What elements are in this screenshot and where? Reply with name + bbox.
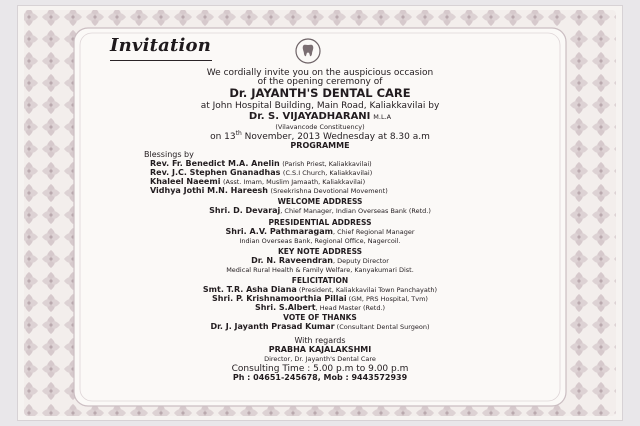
welcome-speaker: Shri. D. Devaraj, Chief Manager, Indian Overseas Bank (Retd.) bbox=[209, 206, 431, 215]
presidential-speaker: Shri. A.V. Pathmaragam, Chief Regional Manager bbox=[225, 227, 415, 236]
chief-guest-line bbox=[0, 112, 640, 122]
intro-line-2: of the opening ceremony of bbox=[257, 77, 383, 87]
invitation-heading: Invitation bbox=[110, 35, 212, 56]
welcome-heading: WELCOME ADDRESS bbox=[277, 197, 363, 206]
keynote-heading: KEY NOTE ADDRESS bbox=[277, 247, 363, 256]
felicitation-item: Smt. T.R. Asha Diana (President, Kaliakkavilai Town Panchayath) bbox=[202, 285, 438, 294]
blessing-item: Rev. Fr. Benedict M.A. Anelin (Parish Priest, Kaliakkavilai) bbox=[150, 159, 372, 168]
blessings-label: Blessings by bbox=[144, 150, 194, 159]
presidential-heading: PRESIDENTIAL ADDRESS bbox=[268, 218, 372, 227]
blessing-item: Rev. J.C. Stephen Gnanadhas (C.S.I Church, Kaliakkavilai) bbox=[150, 168, 373, 177]
felicitation-heading: FELICITATION bbox=[291, 276, 349, 285]
intro-line-1: We cordially invite you on the auspicious occasion bbox=[206, 68, 434, 78]
date-rest: November, 2013 Wednesday at 8.30 a.m bbox=[241, 132, 430, 142]
chief-guest-title: M.L.A bbox=[373, 113, 392, 121]
sender-name: PRABHA KAJALAKSHMI bbox=[268, 345, 372, 354]
blessing-item: Khaleel Naeemi (Asst. Imam, Muslim Jamaath, Kaliakkavilai) bbox=[150, 177, 366, 186]
keynote-detail: Medical Rural Health & Family Welfare, Kanyakumari Dist. bbox=[226, 266, 414, 274]
date-prefix: on 13 bbox=[210, 132, 236, 142]
keynote-speaker: Dr. N. Raveendran, Deputy Director bbox=[251, 256, 389, 265]
clinic-name: Dr. JAYANTH'S DENTAL CARE bbox=[229, 86, 411, 100]
felicitation-item: Shri. S.Albert, Head Master (Retd.) bbox=[254, 303, 386, 312]
blessing-item: Vidhya Jothi M.N. Hareesh (Sreekrishna Devotional Movement) bbox=[150, 186, 388, 195]
felicitation-item: Shri. P. Krishnamoorthia Pillai (GM, PRS Hospital, Tvm) bbox=[212, 294, 428, 303]
presidential-detail: Indian Overseas Bank, Regional Office, Nagercoil. bbox=[239, 237, 401, 245]
regards-line: With regards bbox=[294, 336, 346, 345]
chief-guest-name: Dr. S. VIJAYADHARANI bbox=[248, 111, 371, 122]
constituency: (Vilavancode Constituency) bbox=[275, 123, 365, 131]
programme-heading: PROGRAMME bbox=[290, 141, 350, 150]
consulting-time: Consulting Time : 5.00 p.m to 9.00 p.m bbox=[231, 364, 409, 374]
vote-of-thanks-speaker: Dr. J. Jayanth Prasad Kumar (Consultant Dental Surgeon) bbox=[210, 322, 430, 331]
venue-line: at John Hospital Building, Main Road, Kaliakkavilai by bbox=[200, 101, 440, 111]
contact-phone: Ph : 04651-245678, Mob : 9443572939 bbox=[232, 373, 408, 382]
date-suffix: th bbox=[235, 130, 242, 137]
vote-of-thanks-heading: VOTE OF THANKS bbox=[283, 313, 357, 322]
sender-role: Director, Dr. Jayanth's Dental Care bbox=[264, 355, 376, 363]
